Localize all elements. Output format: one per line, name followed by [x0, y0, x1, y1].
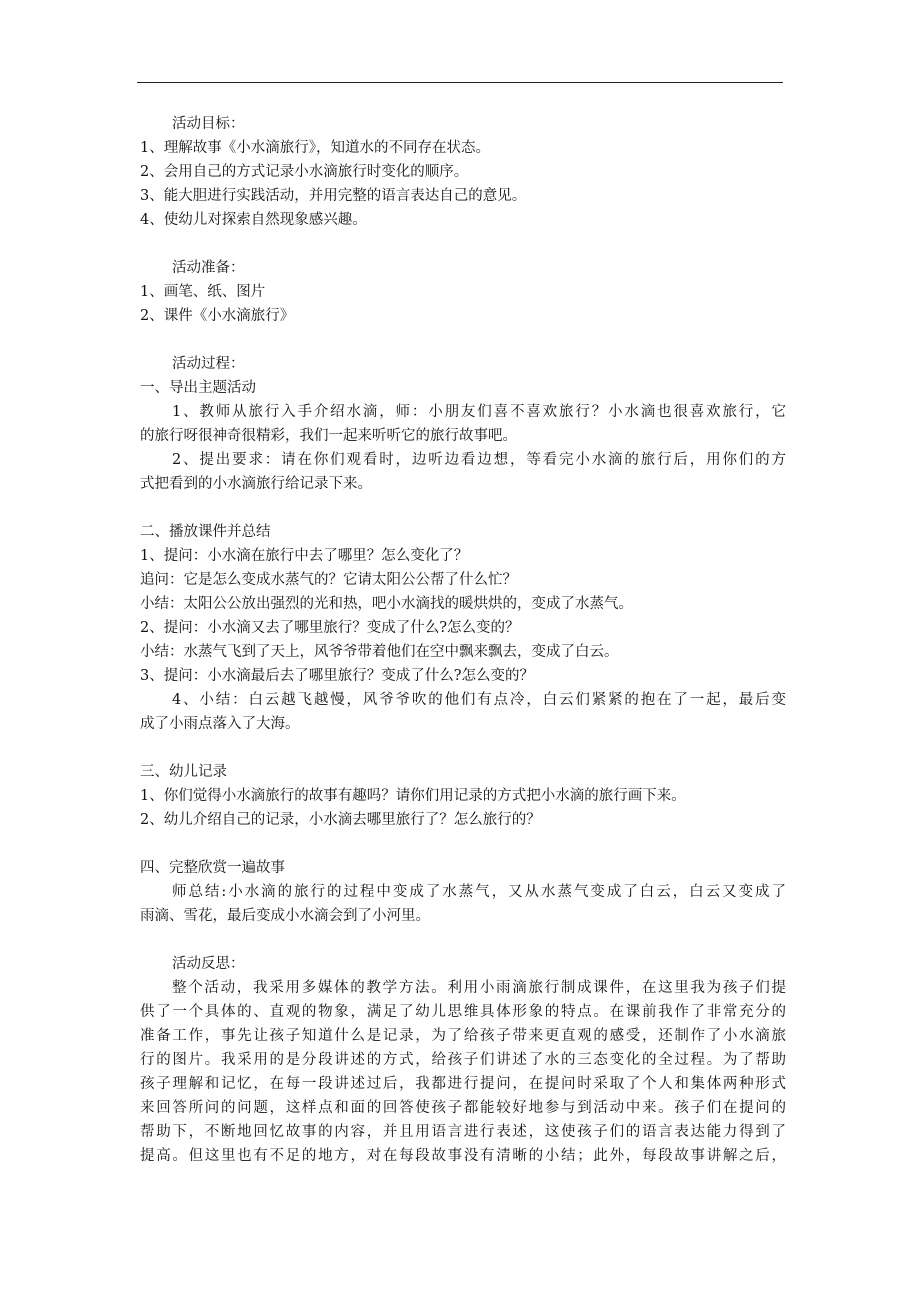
reflection-line: 供了一个具体的、直观的物象，满足了幼儿思维具体形象的特点。在课前我作了非常充分的	[140, 1004, 786, 1020]
part2-line: 3、提问：小水滴最后去了哪里旅行？变成了什么?怎么变的？	[140, 668, 534, 684]
prep-title: 活动准备：	[172, 260, 245, 276]
header-rule	[137, 82, 783, 83]
part2-line: 4、小结：白云越飞越慢，风爷爷吹的他们有点冷，白云们紧紧的抱在了一起，最后变	[172, 692, 786, 708]
process-title: 活动过程：	[172, 356, 245, 372]
part2-line: 1、提问：小水滴在旅行中去了哪里？怎么变化了？	[140, 548, 469, 564]
part1-paragraph-line: 2、提出要求：请在你们观看时，边听边看边想，等看完小水滴的旅行后，用你们的方	[172, 452, 786, 468]
part2-line: 追问：它是怎么变成水蒸气的？它请太阳公公帮了什么忙？	[140, 572, 517, 588]
reflection-line: 孩子理解和记忆，在每一段讲述过后，我都进行提问，在提问时采取了个人和集体两种形式	[140, 1076, 786, 1092]
goal-item: 4、使幼儿对探索自然现象感兴趣。	[140, 212, 367, 228]
part2-heading: 二、播放课件并总结	[140, 524, 271, 540]
reflection-title: 活动反思：	[172, 956, 245, 972]
prep-item: 1、画笔、纸、图片	[140, 284, 266, 300]
part1-paragraph-line: 式把看到的小水滴旅行给记录下来。	[140, 476, 372, 492]
part3-line: 2、幼儿介绍自己的记录，小水滴去哪里旅行了？怎么旅行的？	[140, 812, 541, 828]
part3-line: 1、你们觉得小水滴旅行的故事有趣吗？请你们用记录的方式把小水滴的旅行画下来。	[140, 788, 686, 804]
part4-heading: 四、完整欣赏一遍故事	[140, 860, 285, 876]
part2-line: 小结：水蒸气飞到了天上，风爷爷带着他们在空中飘来飘去，变成了白云。	[140, 644, 619, 660]
prep-item: 2、课件《小水滴旅行》	[140, 308, 295, 324]
reflection-line: 帮助下，不断地回忆故事的内容，并且用语言进行表述，这使孩子们的语言表达能力得到了	[140, 1124, 786, 1140]
part4-line: 师总结:小水滴的旅行的过程中变成了水蒸气，又从水蒸气变成了白云，白云又变成了	[172, 884, 786, 900]
part3-heading: 三、幼儿记录	[140, 764, 227, 780]
goals-title: 活动目标：	[172, 116, 245, 132]
goal-item: 3、能大胆进行实践活动，并用完整的语言表达自己的意见。	[140, 188, 527, 204]
goal-item: 1、理解故事《小水滴旅行》，知道水的不同存在状态。	[140, 140, 490, 156]
part1-paragraph-line: 1、教师从旅行入手介绍水滴，师：小朋友们喜不喜欢旅行？小水滴也很喜欢旅行，它	[172, 404, 786, 420]
reflection-line: 提高。但这里也有不足的地方，对在每段故事没有清晰的小结；此外，每段故事讲解之后，	[140, 1148, 786, 1164]
reflection-line: 准备工作，事先让孩子知道什么是记录，为了给孩子带来更直观的感受，还制作了小水滴旅	[140, 1028, 786, 1044]
part2-line: 成了小雨点落入了大海。	[140, 716, 300, 732]
part1-paragraph-line: 的旅行呀很神奇很精彩，我们一起来听听它的旅行故事吧。	[140, 428, 517, 444]
reflection-line: 整个活动，我采用多媒体的教学方法。利用小雨滴旅行制成课件，在这里我为孩子们提	[172, 980, 786, 996]
part2-line: 小结：太阳公公放出强烈的光和热，吧小水滴找的暖烘烘的，变成了水蒸气。	[140, 596, 633, 612]
reflection-line: 行的图片。我采用的是分段讲述的方式，给孩子们讲述了水的三态变化的全过程。为了帮助	[140, 1052, 786, 1068]
goal-item: 2、会用自己的方式记录小水滴旅行时变化的顺序。	[140, 164, 469, 180]
reflection-line: 来回答所问的问题，这样点和面的回答使孩子都能较好地参与到活动中来。孩子们在提问的	[140, 1100, 786, 1116]
part1-heading: 一、导出主题活动	[140, 380, 256, 396]
part2-line: 2、提问：小水滴又去了哪里旅行？变成了什么?怎么变的？	[140, 620, 520, 636]
part4-line: 雨滴、雪花，最后变成小水滴会到了小河里。	[140, 908, 430, 924]
